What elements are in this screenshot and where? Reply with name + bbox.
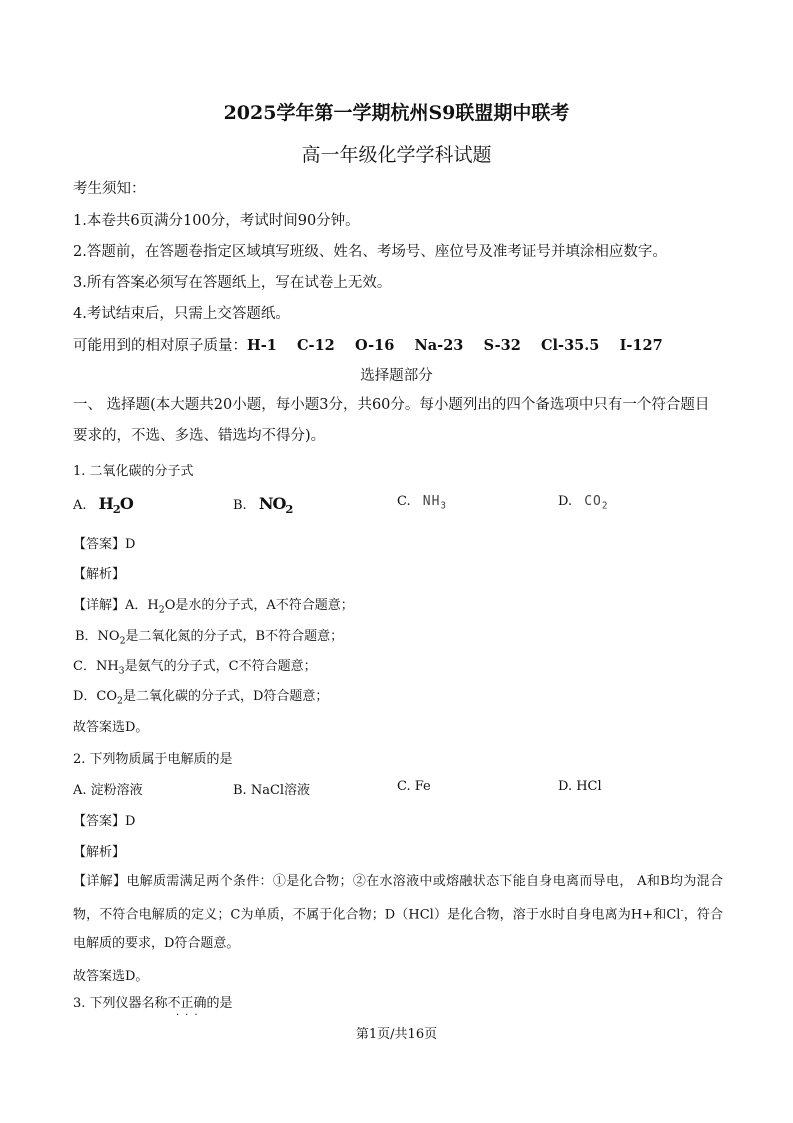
q1-option-a	[73, 494, 133, 516]
q1-option-b	[233, 494, 292, 516]
atomic-mass-label: 可能用到的相对原子质量：	[73, 338, 247, 354]
page-footer: 第1页/共16页	[355, 1027, 438, 1042]
option-letter: A.	[73, 498, 87, 513]
q1-option-d	[558, 494, 609, 512]
section-intro: 一、 选择题(本大题共20小题，每小题3分，共60分。每小题列出的四个备选项中只有一个符合题目要求的，不选、多选、错选均不得分)。	[73, 397, 710, 444]
q2-answer	[73, 810, 135, 829]
emphasis-dots: ···	[176, 1010, 204, 1021]
answer-label: 【答案】	[73, 814, 126, 829]
atomic-mass: Cl-35.5	[541, 337, 600, 354]
question-1-stem: 1. 二氧化碳的分子式	[73, 464, 194, 479]
atomic-mass: Na-23	[414, 337, 464, 354]
atomic-mass: S-32	[483, 337, 521, 354]
answer-value: D	[125, 537, 136, 552]
question-2-stem: 2. 下列物质属于电解质的是	[73, 752, 233, 767]
notice-item: 3.所有答案必须写在答题纸上，写在试卷上无效。	[73, 275, 392, 291]
q2-option-d: D. HCl	[558, 779, 602, 794]
notice-heading: 考生须知：	[73, 181, 146, 197]
q2-option-a: A. 淀粉溶液	[73, 783, 143, 798]
detail-label: 【详解】	[73, 874, 127, 889]
atomic-mass: I-127	[619, 337, 663, 354]
atomic-mass: C-12	[297, 337, 335, 354]
q1-detail-line: 【详解】A．$H_2O$是水的分子式，A不符合题意；	[73, 598, 354, 616]
q1-option-c	[397, 494, 447, 512]
notice-item: 1.本卷共6页满分100分，考试时间90分钟。	[73, 213, 360, 229]
q2-option-c: C. Fe	[397, 779, 431, 794]
option-formula: $NH_3$	[422, 494, 448, 512]
notice-item: 2.答题前，在答题卷指定区域填写班级、姓名、考场号、座位号及准考证号并填涂相应数字。	[73, 244, 667, 260]
page-title: 2025学年第一学期杭州S9联盟期中联考	[223, 102, 570, 124]
option-letter: B.	[233, 498, 247, 513]
q1-answer	[73, 533, 135, 552]
option-formula: $NO_2$	[258, 494, 293, 517]
answer-value: D	[125, 814, 136, 829]
q2-detail-paragraph: 【详解】电解质需满足两个条件：①是化合物；②在水溶液中或熔融状态下能自身电离而导电， A和B均为混合物，不符合电解质的定义；C为单质，不属于化合物；D（HCl）是化合物，溶于水时自身电离为H+和Cl-，符合电解质的要求，D符合题意。	[73, 874, 723, 952]
detail-label: 【详解】	[73, 598, 126, 613]
q1-detail-line: C．$NH_3$是氨气的分子式，C不符合题意；	[73, 659, 317, 677]
q2-conclusion: 故答案选D。	[73, 969, 149, 984]
section-title: 选择题部分	[360, 368, 433, 384]
notice-item: 4.考试结束后，只需上交答题纸。	[73, 306, 290, 322]
option-letter: C.	[397, 494, 411, 509]
q1-detail-line: D．$CO_2$是二氧化碳的分子式，D符合题意；	[73, 689, 329, 707]
atomic-mass: O-16	[354, 337, 395, 354]
q2-analysis-label: 【解析】	[73, 845, 126, 860]
q2-option-b: B. NaCl溶液	[233, 783, 311, 798]
option-letter: D.	[558, 494, 573, 509]
question-3-stem: 3. 下列仪器名称不正确的是	[73, 996, 233, 1011]
option-formula: $CO_2$	[584, 494, 609, 512]
option-formula: $H_2O$	[98, 494, 133, 517]
q1-detail-line: B．$NO_2$是二氧化氮的分子式，B不符合题意；	[75, 629, 344, 647]
q1-conclusion: 故答案选D。	[73, 720, 149, 735]
answer-label: 【答案】	[73, 537, 126, 552]
atomic-mass-values	[247, 337, 663, 354]
atomic-mass-line	[73, 334, 663, 355]
q1-analysis-label: 【解析】	[73, 567, 126, 582]
page-subtitle: 高一年级化学学科试题	[301, 144, 492, 166]
atomic-mass: H-1	[247, 337, 277, 354]
